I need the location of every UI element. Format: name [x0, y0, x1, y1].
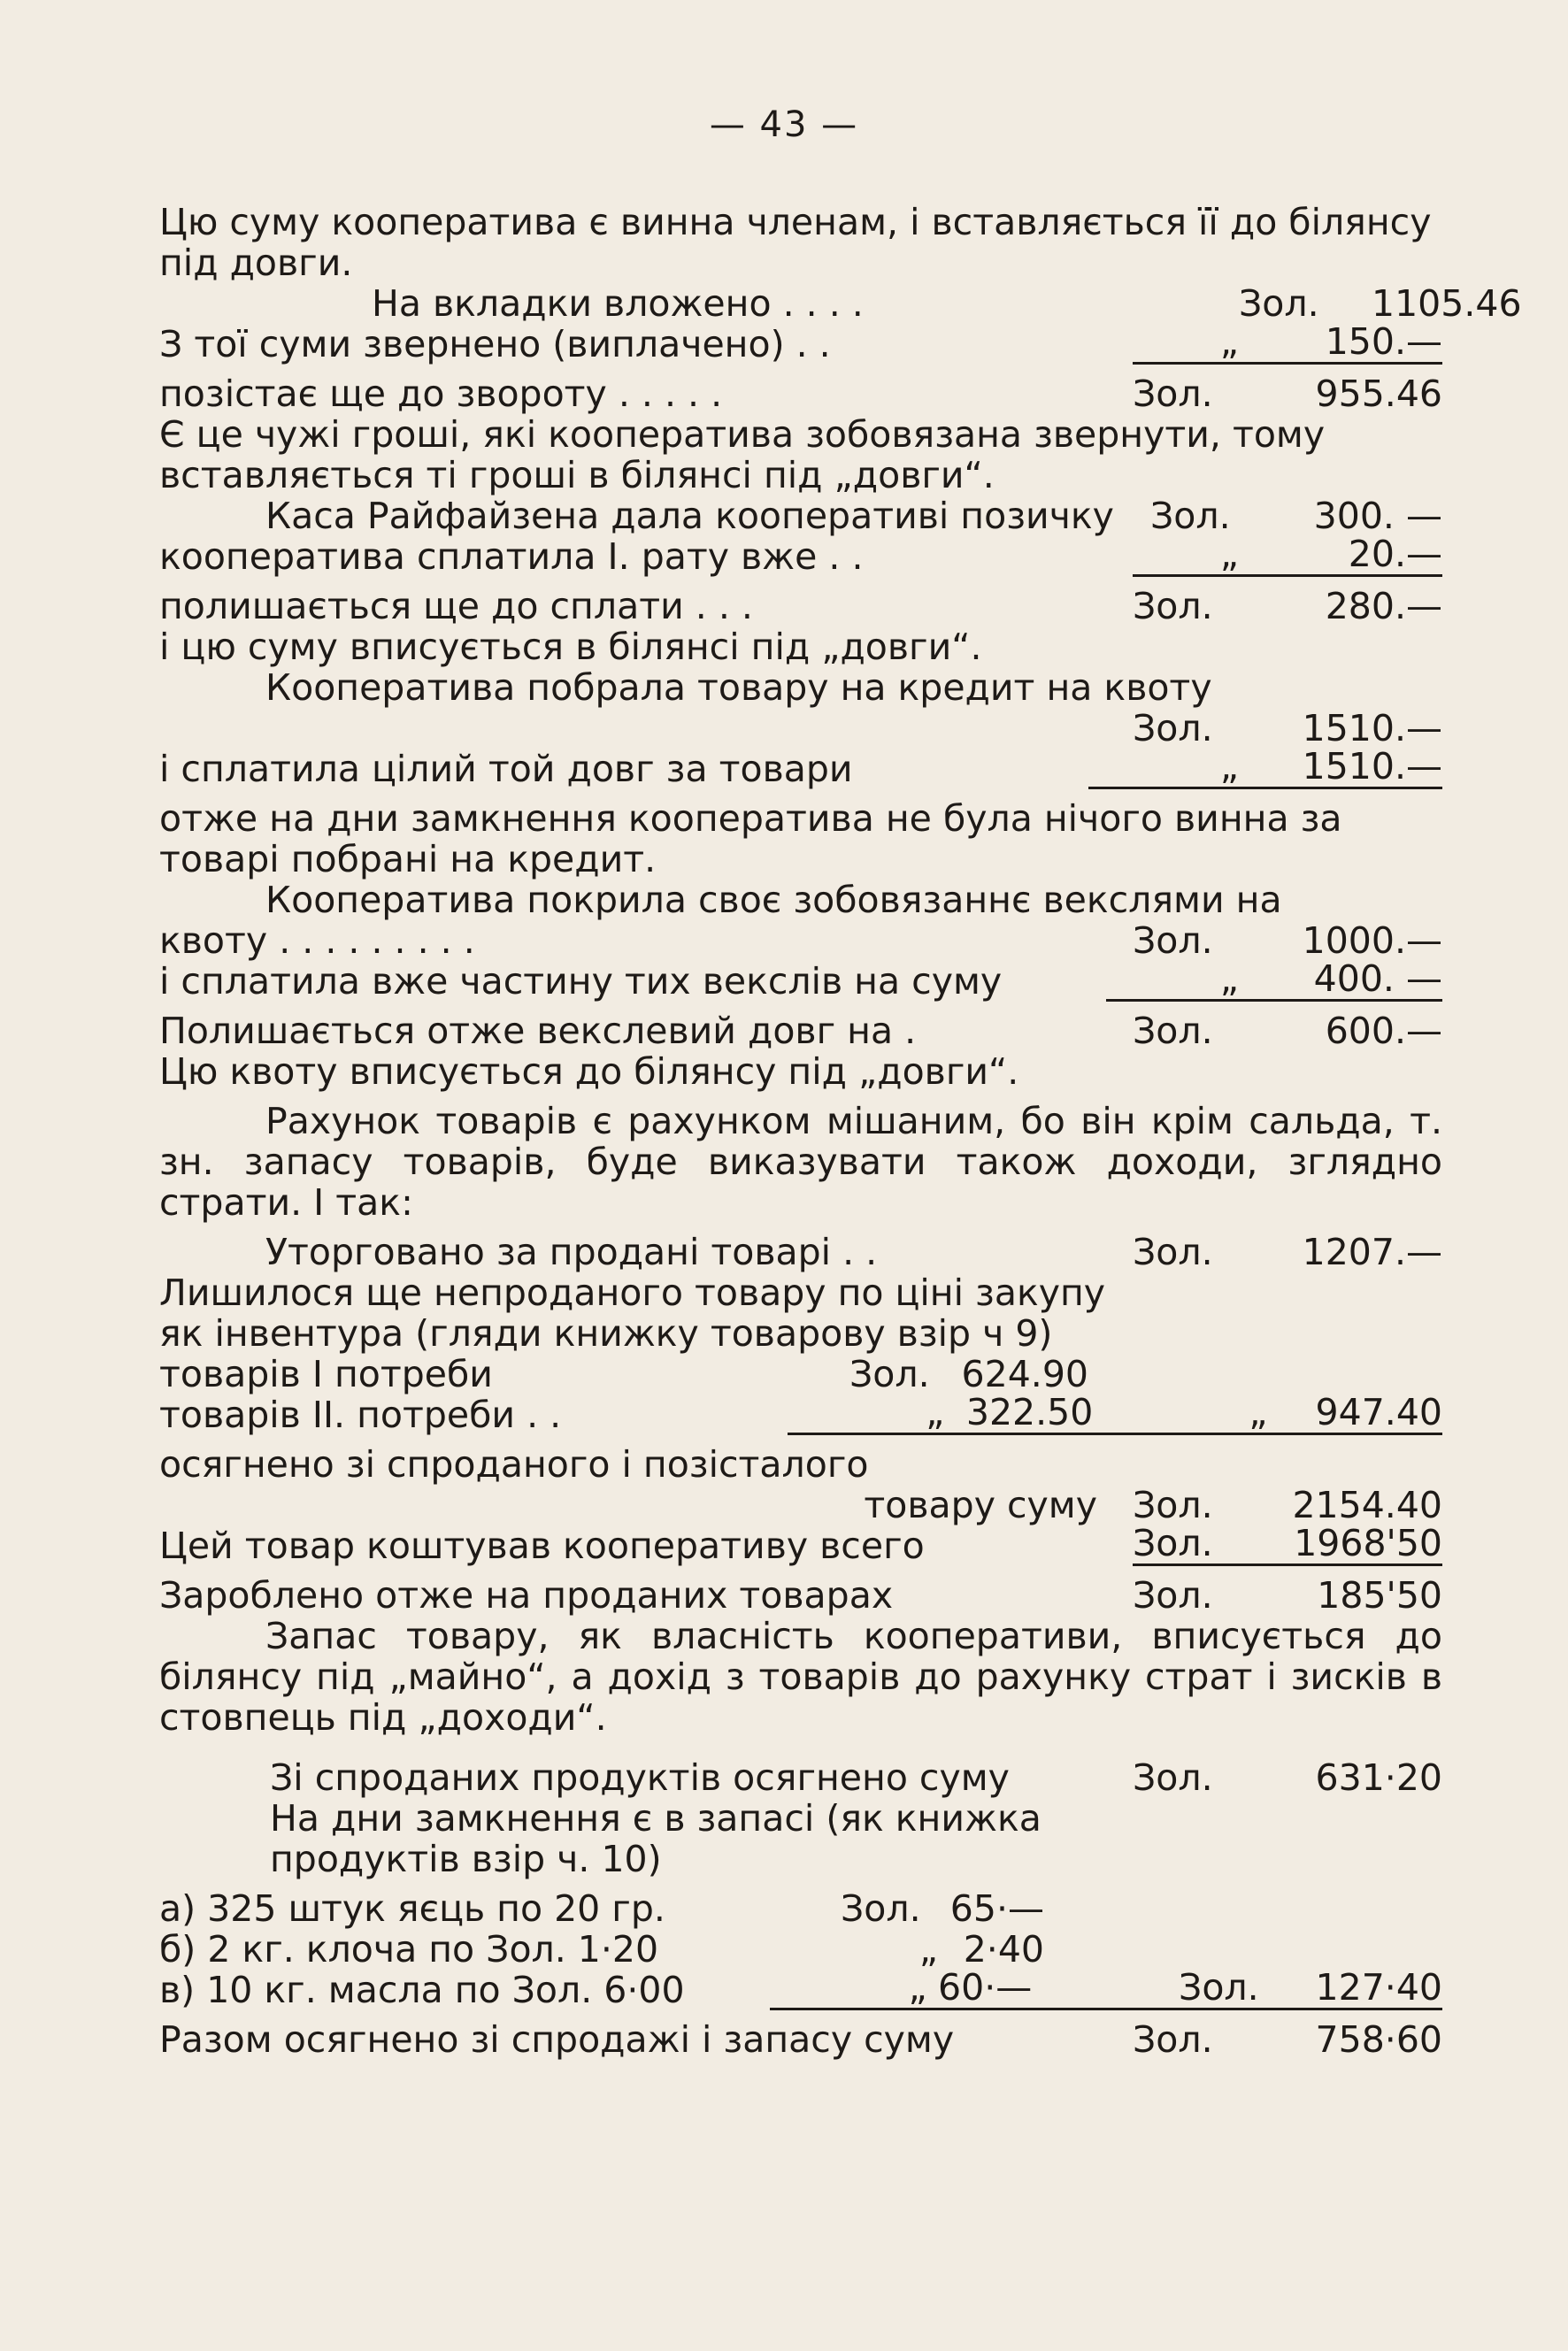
row-currency: Зол.	[1133, 1010, 1213, 1052]
row-amount: 2154.40	[1292, 1484, 1442, 1526]
row-currency: Зол.	[1133, 1484, 1213, 1526]
row-currency: Зол.	[1133, 585, 1213, 627]
row-currency: „	[788, 1392, 962, 1435]
row-amount: 955.46	[1315, 373, 1442, 415]
ledger-row	[159, 1232, 1442, 1272]
row-currency: Зол.	[1133, 1523, 1265, 1566]
ledger-row	[159, 586, 1442, 626]
ledger-row	[159, 2019, 1442, 2060]
ledger-row	[159, 708, 1442, 749]
row-label: і сплатила цілий той довг за товари	[159, 749, 853, 789]
row-amount: 322.50	[962, 1392, 1093, 1435]
row-amount: 1000.—	[1302, 919, 1442, 962]
row-label: б) 2 кг. клоча по Зол. 1·20	[159, 1928, 659, 1971]
row-currency: Зол.	[1239, 282, 1319, 325]
row-currency: Зол.	[1133, 2018, 1213, 2061]
ledger-row	[159, 496, 1442, 536]
row-amount: 280.—	[1325, 585, 1442, 627]
row-label: Зі спроданих продуктів осягнено суму	[270, 1757, 1010, 1798]
ledger-row	[159, 282, 1522, 325]
row-amount: 631·20	[1315, 1756, 1442, 1799]
row-label: З тої суми звернено (виплачено) . .	[159, 324, 831, 365]
paragraph: На дни замкнення є в запасі (як книжка продуктів взір ч. 10)	[270, 1797, 1041, 1880]
row-label: товару суму	[864, 1485, 1097, 1525]
row-amount: 400. —	[1265, 958, 1442, 1002]
row-currency: Зол.	[1133, 1574, 1213, 1617]
row-amount: 1207.—	[1302, 1231, 1442, 1273]
row-currency: „	[1133, 534, 1265, 577]
ledger-row	[159, 1888, 1442, 1929]
row-label: товарів II. потреби . .	[159, 1394, 562, 1436]
row-amount: 127·40	[1277, 1967, 1442, 2010]
row-label: Каса Райфайзена дала кооперативі позичку	[265, 496, 1114, 536]
row-currency: „	[1088, 746, 1265, 789]
row-currency: Зол.	[849, 1353, 930, 1395]
paragraph: Кооператива побрала товару на кредит на квоту	[265, 666, 1212, 709]
row-label: Полишається отже векслевий довг на .	[159, 1010, 917, 1051]
row-currency: „	[1106, 958, 1265, 1002]
row-amount: 624.90	[961, 1353, 1088, 1395]
ledger-row	[159, 533, 1442, 577]
row-amount: 1968'50	[1265, 1523, 1442, 1566]
row-currency: Зол.	[1133, 919, 1213, 962]
paragraph: і цю суму вписується в білянсі під „довги“.	[159, 626, 982, 668]
row-label: позістає ще до звороту . . . . .	[159, 373, 723, 414]
row-amount: 150.—	[1265, 321, 1442, 365]
ledger-row	[159, 1575, 1442, 1616]
row-amount: 1105.46	[1372, 282, 1522, 325]
row-currency: „	[919, 1928, 938, 1971]
row-label: в) 10 кг. масла по Зол. 6·00	[159, 1969, 685, 2011]
ledger-row	[159, 920, 1442, 961]
ledger-row	[159, 1522, 1442, 1566]
ledger-row	[159, 1391, 1443, 1436]
row-currency: Зол.	[1133, 1231, 1213, 1273]
page-number: — 43 —	[709, 104, 859, 145]
row-currency: Зол.	[1032, 1967, 1276, 2010]
products-block	[159, 1757, 1442, 1879]
row-currency: „	[1093, 1392, 1285, 1435]
row-label: кооператива сплатила I. рату вже . .	[159, 536, 864, 577]
row-amount: 758·60	[1315, 2018, 1442, 2061]
row-label: полишається ще до сплати . . .	[159, 586, 753, 626]
row-label: і сплатила вже частину тих векслів на суму	[159, 961, 1003, 1002]
ledger-row	[159, 373, 1442, 414]
row-currency: Зол.	[1133, 707, 1213, 749]
row-label: Зароблено отже на проданих товарах	[159, 1575, 894, 1616]
row-currency: Зол.	[1133, 373, 1213, 415]
paragraph: Цю квоту вписується до білянсу під „довги“.	[159, 1050, 1019, 1093]
paragraph: Є це чужі гроші, які кооператива зобовязана звернути, тому вставляється ті гроші в білянсі під „довги“.	[159, 413, 1326, 496]
page-body	[159, 201, 1522, 2061]
row-label: Уторговано за продані товарі . .	[265, 1232, 878, 1272]
paragraph: отже на дни замкнення кооператива не була нічого винна за товарі побрані на кредит.	[159, 797, 1342, 880]
row-amount: 1510.—	[1265, 746, 1442, 789]
row-amount: 185'50	[1317, 1574, 1442, 1617]
ledger-row	[159, 1485, 1442, 1525]
row-amount: 1510.—	[1302, 707, 1442, 749]
row-amount: 947.40	[1286, 1392, 1442, 1435]
row-currency: Зол.	[1150, 495, 1231, 537]
row-amount: 600.—	[1325, 1010, 1442, 1052]
paragraph: Рахунок товарів є рахунком мішаним, бо він крім сальда, т. зн. запасу товарів, буде виказувати також доходи, зглядно страти. І так:	[159, 1100, 1442, 1224]
ledger-row	[159, 1929, 1442, 1970]
row-label: Цей товар коштував кооперативу всего	[159, 1525, 925, 1566]
row-amount: 65·—	[949, 1887, 1044, 1930]
paragraph: Кооператива покрила своє зобовязаннє векслями на	[265, 879, 1282, 921]
paragraph: осягнено зі спроданого і позісталого	[159, 1443, 869, 1486]
row-amount: 20.—	[1265, 534, 1442, 577]
row-currency: Зол.	[1133, 1756, 1213, 1799]
row-amount: 2·40	[963, 1928, 1044, 1971]
row-label: На вкладки вложено . . . .	[372, 283, 864, 324]
ledger-row	[159, 1966, 1442, 2011]
ledger-row	[159, 957, 1442, 1002]
row-currency: „	[770, 1967, 936, 2010]
ledger-row	[270, 1757, 1442, 1798]
row-currency: „	[1133, 321, 1265, 365]
row-amount: 300. —	[1313, 495, 1442, 537]
paragraph: Запас товару, як власність кооперативи, вписується до білянсу під „майно“, а дохід з товарів до рахунку страт і зисків в стовпець під „доходи“.	[159, 1615, 1442, 1739]
row-label: а) 325 штук яєць по 20 гр.	[159, 1887, 665, 1930]
row-label: квоту . . . . . . . . .	[159, 920, 475, 961]
row-label: Разом осягнено зі спродажі і запасу суму	[159, 2019, 955, 2060]
row-amount: 60·—	[936, 1967, 1032, 2010]
ledger-row	[159, 320, 1442, 365]
ledger-row	[159, 745, 1442, 789]
row-currency: Зол.	[841, 1887, 921, 1930]
paragraph: Лишилося ще непроданого товару по ціні закупу як інвентура (гляди книжку товарову взір ч 9) товарів І потреби	[159, 1272, 1106, 1395]
ledger-row	[159, 1010, 1442, 1051]
paragraph: Цю суму кооператива є винна членам, і вставляється її до білянсу під довги.	[159, 201, 1432, 284]
